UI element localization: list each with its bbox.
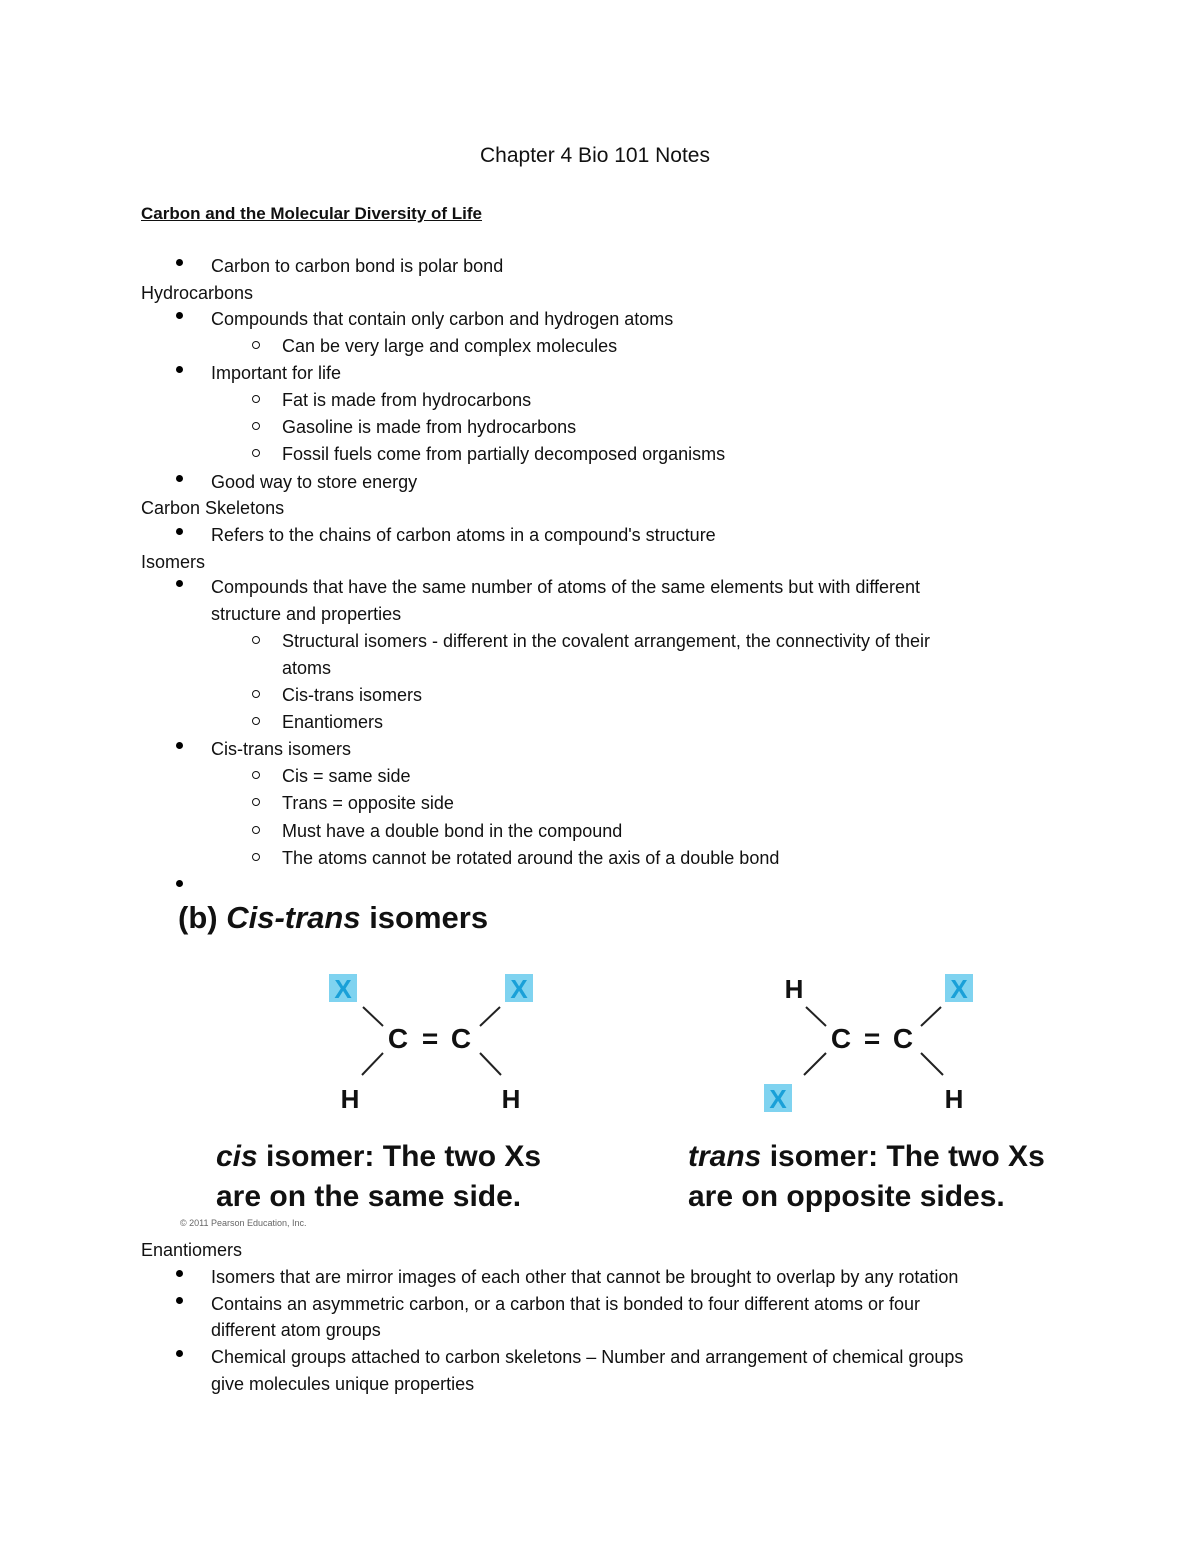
note-subline: Cis = same side <box>282 766 411 786</box>
note-subline: Gasoline is made from hydrocarbons <box>282 417 577 437</box>
bullet-dot <box>176 259 183 266</box>
atom-c: C <box>450 1023 472 1054</box>
atom-h: H <box>784 974 804 1004</box>
note-subline: Must have a double bond in the compound <box>282 821 623 841</box>
note-line: Chemical groups attached to carbon skeletons – Number and arrangement of chemical groups <box>211 1347 964 1367</box>
bullet-dot <box>176 880 183 887</box>
bond-line <box>921 1007 941 1026</box>
sub-bullet-circle <box>252 449 260 457</box>
note-line: Contains an asymmetric carbon, or a carbon that is bonded to four different atoms or four <box>211 1294 921 1314</box>
sub-bullet-circle <box>252 826 260 834</box>
atom-x: X <box>334 974 352 1004</box>
double-bond: = <box>421 1023 439 1054</box>
note-line: Refers to the chains of carbon atoms in a compound's structure <box>211 525 716 545</box>
note-subline: Structural isomers - different in the covalent arrangement, the connectivity of their <box>282 631 930 651</box>
bullet-dot <box>176 1350 183 1357</box>
atom-h: H <box>340 1084 360 1114</box>
bullet-dot <box>176 1270 183 1277</box>
sub-bullet-circle <box>252 853 260 861</box>
note-line: Good way to store energy <box>211 472 418 492</box>
note-line: Compounds that have the same number of atoms of the same elements but with different <box>211 577 921 597</box>
figure-credit: © 2011 Pearson Education, Inc. <box>180 1218 307 1228</box>
subheading-hydrocarbons: Hydrocarbons <box>141 283 254 303</box>
subheading-carbon-skeletons: Carbon Skeletons <box>141 498 285 518</box>
bond-line <box>363 1007 383 1026</box>
page-title: Chapter 4 Bio 101 Notes <box>480 144 710 167</box>
atom-c: C <box>892 1023 914 1054</box>
atom-x: X <box>950 974 968 1004</box>
sub-bullet-circle <box>252 422 260 430</box>
note-subline: The atoms cannot be rotated around the axis of a double bond <box>282 848 780 868</box>
bond-line <box>921 1053 943 1075</box>
subheading-enantiomers: Enantiomers <box>141 1240 243 1260</box>
note-line: Important for life <box>211 363 342 383</box>
note-subline: Enantiomers <box>282 712 384 732</box>
note-line: Cis-trans isomers <box>211 739 352 759</box>
bullet-dot <box>176 366 183 373</box>
double-bond: = <box>863 1023 881 1054</box>
bond-line <box>362 1053 383 1075</box>
section-heading: Carbon and the Molecular Diversity of Life <box>141 204 483 223</box>
bond-line <box>806 1007 826 1026</box>
note-subline: Fossil fuels come from partially decomposed organisms <box>282 444 726 464</box>
atom-h: H <box>944 1084 964 1114</box>
atom-x: X <box>769 1084 787 1114</box>
bullet-dot <box>176 742 183 749</box>
bullet-dot <box>176 580 183 587</box>
note-line-cont: structure and properties <box>211 604 402 624</box>
cis-caption-line1: cis isomer: The two Xs <box>216 1140 542 1173</box>
note-line: Carbon to carbon bond is polar bond <box>211 256 504 276</box>
bullet-dot <box>176 528 183 535</box>
trans-caption-line1: trans isomer: The two Xs <box>688 1140 1045 1173</box>
subheading-isomers: Isomers <box>141 552 206 572</box>
bond-line <box>480 1007 500 1026</box>
bond-line <box>480 1053 501 1075</box>
sub-bullet-circle <box>252 771 260 779</box>
bond-line <box>804 1053 826 1075</box>
note-line: Isomers that are mirror images of each other that cannot be brought to overlap by any rotation <box>211 1267 959 1287</box>
sub-bullet-circle <box>252 636 260 644</box>
sub-bullet-circle <box>252 395 260 403</box>
sub-bullet-circle <box>252 341 260 349</box>
note-line-cont: different atom groups <box>211 1320 381 1340</box>
bullet-dot <box>176 312 183 319</box>
bullet-dot <box>176 1297 183 1304</box>
note-subline: Fat is made from hydrocarbons <box>282 390 532 410</box>
sub-bullet-circle <box>252 690 260 698</box>
sub-bullet-circle <box>252 717 260 725</box>
trans-molecule <box>764 974 973 1114</box>
cis-molecule <box>329 974 533 1114</box>
atom-c: C <box>830 1023 852 1054</box>
cis-trans-figure <box>170 890 1110 1230</box>
sub-bullet-circle <box>252 798 260 806</box>
atom-x: X <box>510 974 528 1004</box>
atom-h: H <box>501 1084 521 1114</box>
bullet-dot <box>176 475 183 482</box>
note-subline: Cis-trans isomers <box>282 685 423 705</box>
note-subline: Trans = opposite side <box>282 793 454 813</box>
note-subline: Can be very large and complex molecules <box>282 336 618 356</box>
note-line: Compounds that contain only carbon and hydrogen atoms <box>211 309 674 329</box>
trans-caption-line2: are on opposite sides. <box>688 1180 1005 1213</box>
note-line-cont: give molecules unique properties <box>211 1374 475 1394</box>
cis-caption-line2: are on the same side. <box>216 1180 522 1213</box>
atom-c: C <box>387 1023 409 1054</box>
note-subline-cont: atoms <box>282 658 332 678</box>
figure-title: (b) Cis-trans isomers <box>178 900 489 935</box>
